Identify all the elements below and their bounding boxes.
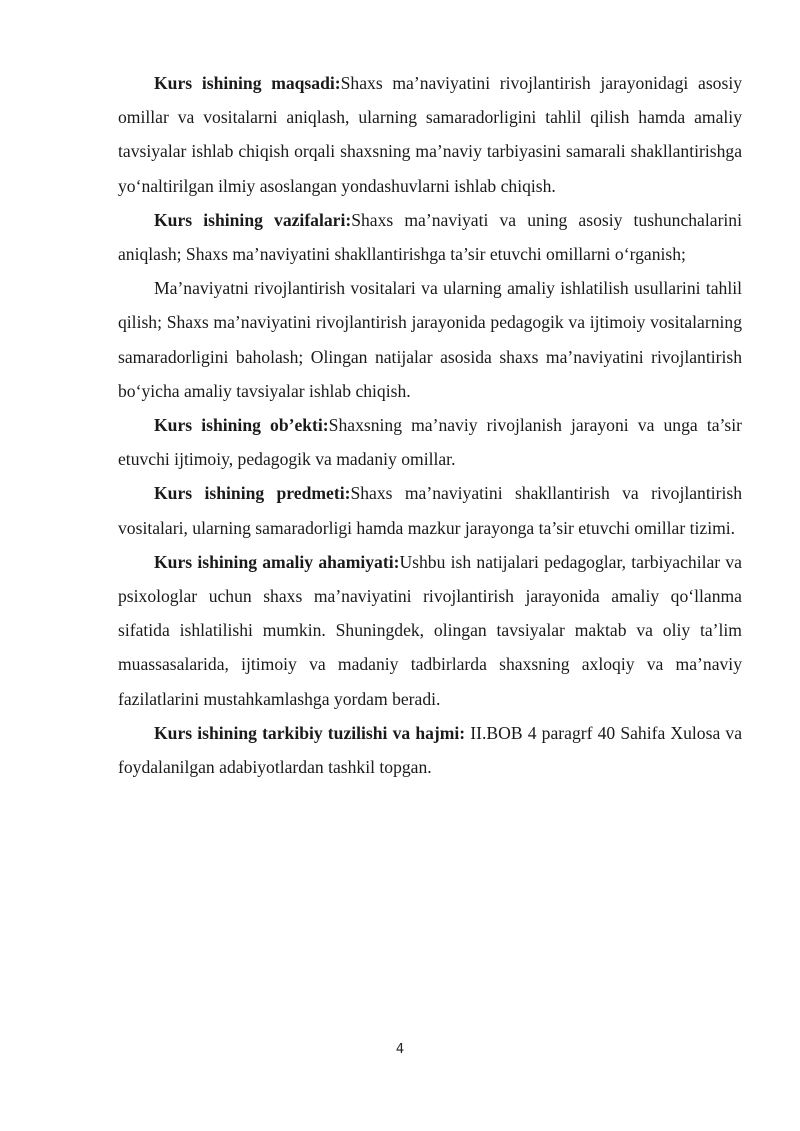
paragraph-text: Shaxsning ma’naviy rivojlanish jarayoni va unga ta’sir etuvchi ijtimoiy, pedagogik va madaniy omillar. — [118, 415, 742, 470]
paragraph-heading: Kurs ishining vazifalari: — [154, 209, 352, 230]
paragraph-tasks-continued — [118, 271, 742, 408]
page-number: 4 — [395, 1042, 405, 1057]
paragraph-object — [118, 408, 742, 476]
paragraph-heading: Kurs ishining tarkibiy tuzilishi va hajmi: — [154, 722, 466, 743]
paragraph-heading: Kurs ishining amaliy ahamiyati: — [154, 551, 400, 572]
paragraph-goal — [118, 66, 742, 203]
document-page — [118, 66, 742, 784]
paragraph-heading: Kurs ishining maqsadi: — [154, 73, 341, 93]
paragraph-text: Shaxs ma’naviyatini shakllantirish va rivojlantirish vositalari, ularning samaradorligi hamda mazkur jarayonga ta’sir etuvchi omillar tizimi. — [118, 483, 742, 538]
paragraph-text: Ushbu ish natijalari pedagoglar, tarbiyachilar va psixologlar uchun shaxs ma’naviyatini rivojlantirish jarayonida amaliy qo‘llanma sifatida ishlatilishi mumkin. Shuningdek, olingan tavsiyalar maktab va oliy ta’lim muassasalarida, ijtimoiy va madaniy tadbirlarda shaxsning axloqiy va ma’naviy fazilatlarini mustahkamlashga yordam beradi. — [118, 551, 742, 709]
paragraph-heading: Kurs ishining predmeti: — [154, 483, 351, 504]
paragraph-structure — [118, 716, 742, 784]
paragraph-text: Ma’naviyatni rivojlantirish vositalari va ularning amaliy ishlatilish usullarini tahlil qilish; Shaxs ma’naviyatini rivojlantirish jarayonida pedagogik va ijtimoiy vositalarning samaradorligini baholash; Olingan natijalar asosida shaxs ma’naviyatini rivojlantirish bo‘yicha amaliy tavsiyalar ishlab chiqish. — [118, 278, 742, 401]
paragraph-heading: Kurs ishining ob’ekti: — [154, 415, 329, 436]
paragraph-text: II.BOB 4 paragrf 40 Sahifa Xulosa va foydalanilgan adabiyotlardan tashkil topgan. — [118, 722, 743, 778]
paragraph-text: Shaxs ma’naviyatini rivojlantirish jarayonidagi asosiy omillar va vositalarni aniqlash, ularning samaradorligini tahlil qilish hamda amaliy tavsiyalar ishlab chiqish orqali shaxsning ma’naviy tarbiyasini samarali shakllantirishga yo‘naltirilgan ilmiy asoslangan yondashuvlarni ishlab chiqish. — [118, 73, 743, 196]
paragraph-text: Shaxs ma’naviyati va uning asosiy tushunchalarini aniqlash; Shaxs ma’naviyatini shakllantirishga ta’sir etuvchi omillarni o‘rganish; — [118, 209, 742, 265]
paragraph-tasks — [118, 203, 742, 271]
paragraph-subject — [118, 476, 742, 544]
paragraph-practical-significance — [118, 545, 742, 716]
